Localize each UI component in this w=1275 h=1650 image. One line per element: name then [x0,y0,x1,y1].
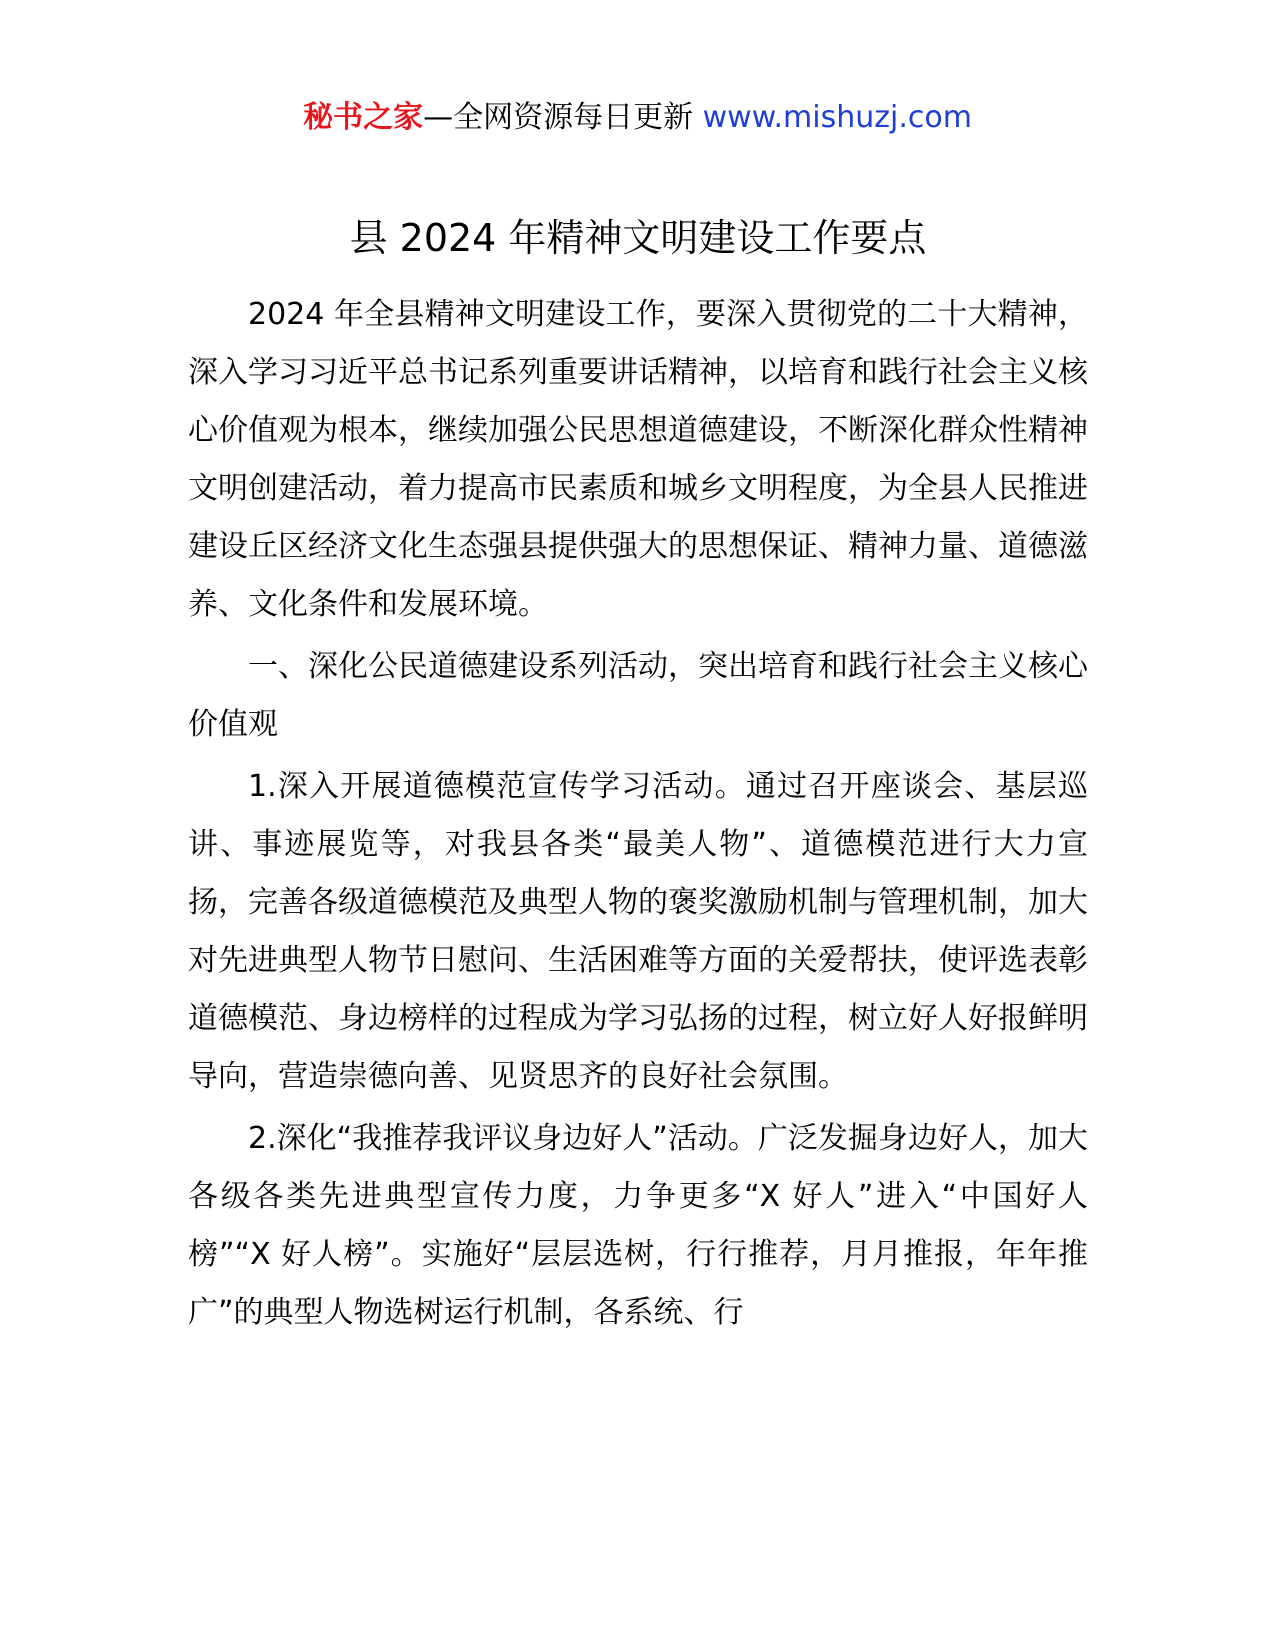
website-url[interactable]: www.mishuzj.com [702,100,972,135]
site-header-banner [0,98,1275,138]
document-body [188,210,1088,1342]
brand-name: 秘书之家 [303,100,424,135]
intro-paragraph: 2024 年全县精神文明建设工作，要深入贯彻党的二十大精神，深入学习习近平总书记系列重要讲话精神，以培育和践行社会主义核心价值观为根本，继续加强公民思想道德建设，不断深化群众性精神文明创建活动，着力提高市民素质和城乡文明程度，为全县人民推进建设丘区经济文化生态强县提供强大的思想保证、精神力量、道德滋养、文化条件和发展环境。 [188,297,1088,622]
brand-slogan: —全网资源每日更新 [423,100,694,135]
item-paragraph-2: 2.深化“我推荐我评议身边好人”活动。广泛发掘身边好人，加大各级各类先进典型宣传力度，力争更多“X 好人”进入“中国好人榜”“X 好人榜”。实施好“层层选树，行行推荐，月月推报，年年推广”的典型人物选树运行机制，各系统、行 [188,1121,1088,1330]
section-heading-1: 一、深化公民道德建设系列活动，突出培育和践行社会主义核心价值观 [188,649,1088,742]
item-paragraph-1: 1.深入开展道德模范宣传学习活动。通过召开座谈会、基层巡讲、事迹展览等，对我县各类“最美人物”、道德模范进行大力宣扬，完善各级道德模范及典型人物的褒奖激励机制与管理机制，加大对先进典型人物节日慰问、生活困难等方面的关爱帮扶，使评选表彰道德模范、身边榜样的过程成为学习弘扬的过程，树立好人好报鲜明导向，营造崇德向善、见贤思齐的良好社会氛围。 [188,769,1088,1094]
document-title: 县 2024 年精神文明建设工作要点 [349,216,927,260]
